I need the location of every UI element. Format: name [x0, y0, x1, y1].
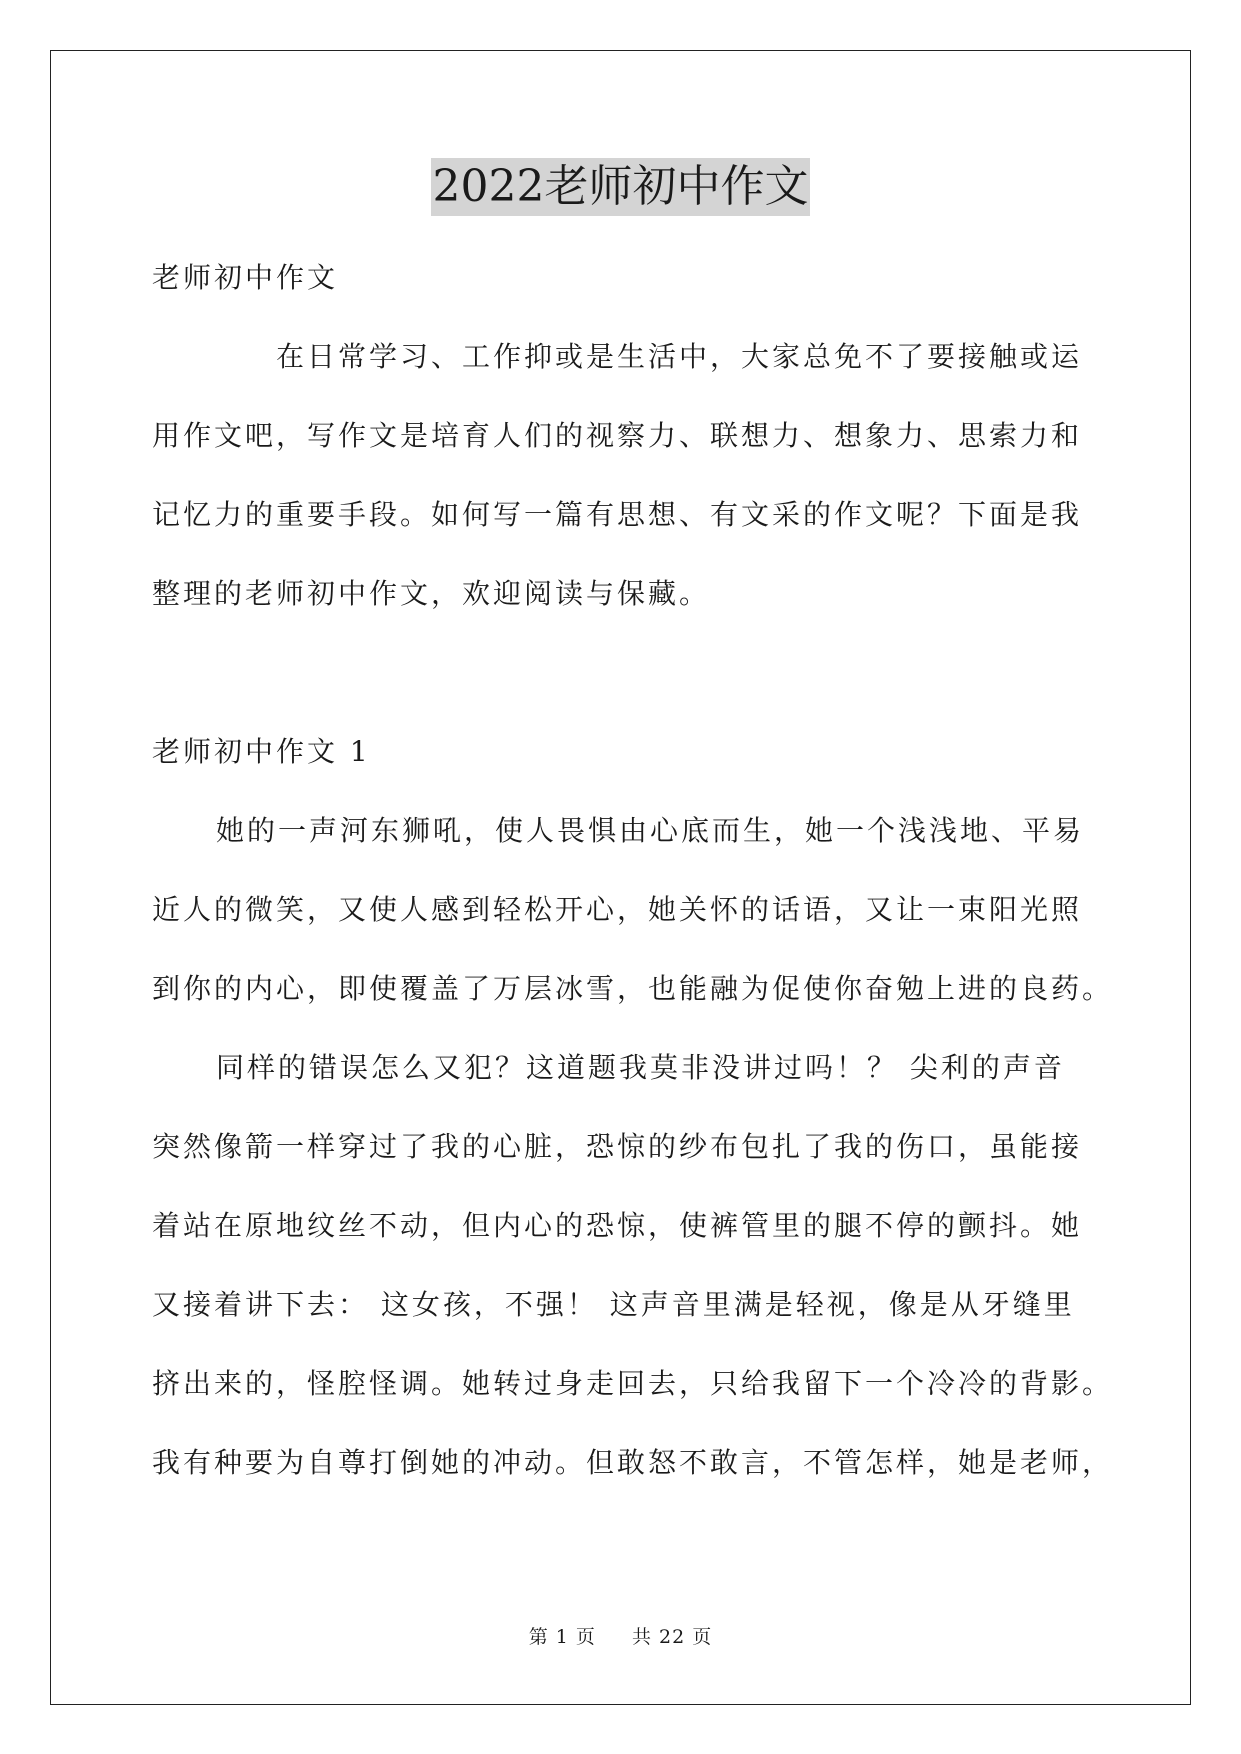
document-subtitle: 老师初中作文 [152, 261, 339, 294]
paragraph-line: 我有种要为自尊打倒她的冲动。但敢怒不敢言，不管怎样，她是老师， [152, 1446, 1114, 1479]
document-title: 2022老师初中作文 [431, 158, 811, 216]
page-number: 第 1 页 [528, 1626, 596, 1648]
paragraph-line: 又接着讲下去： 这女孩，不强！ 这声音里满是轻视，像是从牙缝里 [152, 1288, 1075, 1321]
section-heading: 老师初中作文 1 [152, 735, 371, 768]
blank-line [152, 633, 1092, 712]
intro-line: 记忆力的重要手段。如何写一篇有思想、有文采的作文呢？下面是我 [152, 498, 1083, 531]
document-body [152, 238, 1114, 1502]
paragraph-line: 她的一声河东狮吼，使人畏惧由心底而生，她一个浅浅地、平易 [216, 814, 1085, 847]
paragraph-line: 到你的内心，即使覆盖了万层冰雪，也能融为促使你奋勉上进的良药。 [152, 972, 1114, 1005]
paragraph-line: 突然像箭一样穿过了我的心脏，恐惊的纱布包扎了我的伤口，虽能接 [152, 1130, 1083, 1163]
page-total: 共 22 页 [632, 1626, 713, 1648]
intro-line: 整理的老师初中作文，欢迎阅读与保藏。 [152, 577, 711, 610]
paragraph-line: 近人的微笑，又使人感到轻松开心，她关怀的话语，又让一束阳光照 [152, 893, 1083, 926]
title-container [0, 158, 1241, 216]
intro-line: 在日常学习、工作抑或是生活中，大家总免不了要接触或运 [276, 340, 1083, 373]
page-footer [0, 1622, 1241, 1649]
paragraph-line: 挤出来的，怪腔怪调。她转过身走回去，只给我留下一个冷冷的背影。 [152, 1367, 1114, 1400]
intro-line: 用作文吧，写作文是培育人们的视察力、联想力、想象力、思索力和 [152, 419, 1083, 452]
paragraph-line: 同样的错误怎么又犯？这道题我莫非没讲过吗！？ 尖利的声音 [216, 1051, 1065, 1084]
paragraph-line: 着站在原地纹丝不动，但内心的恐惊，使裤管里的腿不停的颤抖。她 [152, 1209, 1083, 1242]
